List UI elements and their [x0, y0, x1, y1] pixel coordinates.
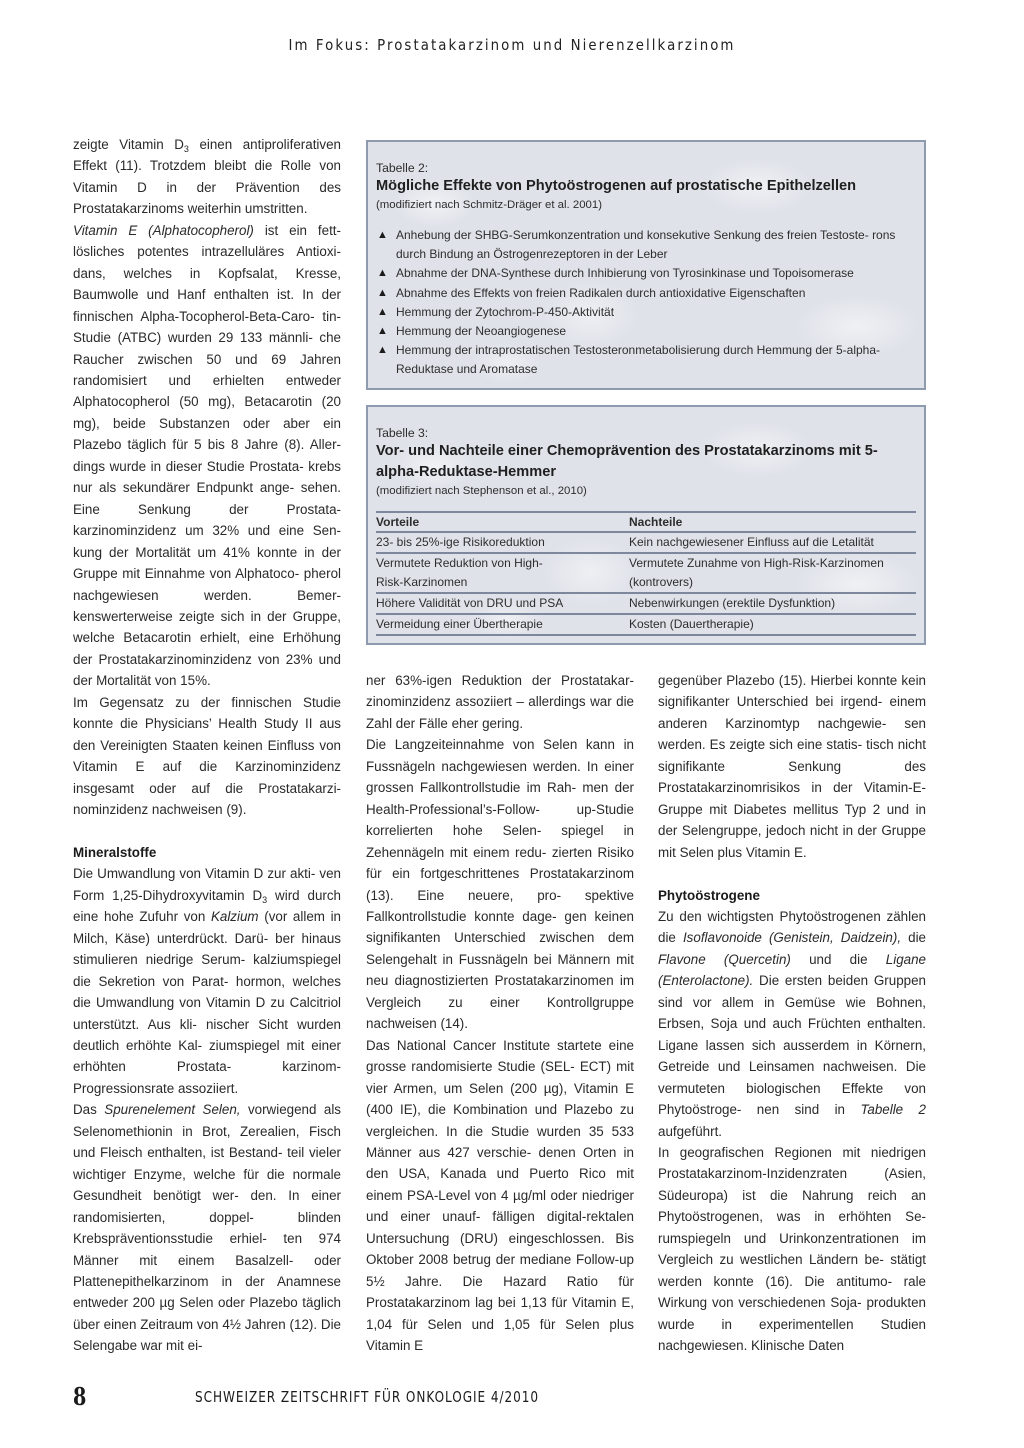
table-3-box — [366, 405, 926, 645]
column-header-nachteile: Nachteile — [629, 512, 916, 532]
text-column-3 — [658, 670, 926, 1356]
list-item: ▲ Anhebung der SHBG-Serumkonzentration und konsekutive Senkung des freien Testoste- rons durch Bindung an Östrogenrezeptoren in der Leber — [377, 228, 896, 262]
list-item: ▲ Abnahme des Effekts von freien Radikalen durch antioxidative Eigenschaften — [376, 284, 914, 303]
journal-footer: SCHWEIZER ZEITSCHRIFT FÜR ONKOLOGIE 4/2010 — [195, 1388, 540, 1406]
list-item: ▲ Hemmung der Zytochrom-P-450-Aktivität — [376, 303, 914, 322]
table-label: Tabelle 2: — [376, 161, 429, 175]
table-row — [376, 593, 916, 614]
triangle-bullet-icon: ▲ — [377, 229, 388, 241]
effects-list — [376, 226, 914, 380]
paragraph: zeigte Vitamin $D_3$ einen antiproliferativen Effekt (11). Trotzdem bleibt die Rolle von Vitamin D in der Prävention des Prostatakarzinoms weiterhin umstritten. — [73, 137, 341, 217]
list-item: ▲ Hemmung der Neoangiogenese — [376, 322, 914, 341]
table-cell: Vermeidung einer Übertherapie — [376, 614, 629, 635]
table-cell: Höhere Validität von DRU und PSA — [376, 593, 629, 614]
table-row — [376, 532, 916, 553]
table-source: (modifiziert nach Stephenson et al., 2010) — [376, 485, 587, 497]
list-item: ▲ Hemmung der intraprostatischen Testosteronmetabolisierung durch Hemmung der 5-alpha- Reduktase und Aromatase — [377, 343, 881, 377]
paragraph: Das Spurenelement Selen, vorwiegend als Selenomethionin in Brot, Zerealien, Fisch und Fleisch enthalten, ist Bestand- teil vieler wichtiger Enzyme, welche für die normale Gesundheit benötigt wer- den. In einer randomisierten, doppel- blinden Krebspräventionsstudie erhiel- ten 974 Männer mit einem Basalzell- oder Plattenepithelkarzinom in der Anamnese entweder 200 µg Selen oder Plazebo täglich über einen Zeitraum von 4½ Jahren (12). Die Selengabe war mit ei- — [73, 1102, 341, 1354]
table-cell: Vermutete Zunahme von High-Risk-Karzinomen (kontrovers) — [629, 553, 916, 593]
paragraph: Zu den wichtigsten Phytoöstrogenen zählen die Isoflavonoide (Genistein, Daidzein), die Flavone (Quercetin) und die Ligane (Enterolactone). Die ersten beiden Gruppen sind vor allem in Gemüse wie Bohnen, Erbsen, Soja und auch Früchten enthalten. Ligane lassen sich ausserdem in Körnern, Getreide und Leinsamen nachweisen. Die vermuteten biologischen Effekte von Phytoöstroge- nen sind in Tabelle 2 aufgeführt. — [658, 908, 927, 1139]
section-heading-mineralstoffe: Mineralstoffe — [73, 844, 157, 860]
table-cell: 23- bis 25%-ige Risikoreduktion — [376, 532, 629, 553]
triangle-bullet-icon: ▲ — [377, 325, 388, 338]
text-column-2 — [366, 670, 634, 1357]
table-title: Vor- und Nachteile einer Chemoprävention des Prostatakarzinoms mit 5-alpha-Reduktase-Hemmer — [376, 443, 878, 480]
triangle-bullet-icon: ▲ — [377, 344, 388, 357]
paragraph: In geografischen Regionen mit niedrigen Prostatakarzinom-Inzidenzraten (Asien, Südeuropa) ist die Nahrung reich an Phytoöstrogenen, was in erhöhten Se- rumspiegeln und Urinkonzentrationen im Vergleich zu westlichen Ländern be- stätigt werden konnte (16). Die antitumo- rale Wirkung von verschiedenen Soja- produkten wurde in experimentellen Studien nachgewiesen. Klinische Daten — [658, 1144, 926, 1354]
table-2-box — [366, 140, 926, 390]
paragraph: Die Umwandlung von Vitamin D zur akti- ven Form 1,25-Dihydroxyvitamin $D_3$ wird durch eine hohe Zufuhr von Kalzium (vor allem in Milch, Käse) unterdrückt. Darü- ber hinaus stimulieren niedrige Serum- kalziumspiegel die Sekretion von Parat- hormon, welches die Umwandlung von Vitamin D zu Calcitriol unterstützt. Aus kli- nischer Sicht wurden deutlich erhöhte Kal- ziumspiegel mit einer erhöhten Prostata- karzinom-Progressionsrate assoziiert. — [73, 866, 341, 1096]
paragraph: ner 63%-igen Reduktion der Prostatakar- zinominzidenz assoziiert – allerdings war die Zahl der Fälle eher gering. — [366, 673, 634, 731]
paragraph: Das National Cancer Institute startete eine grosse randomisierte Studie (SEL- ECT) mit vier Armen, um Selen (200 µg), Vitamin E (400 IE), die Kombination und Plazebo zu vergleichen. In die Studie wurden 35 533 Männer aus 427 verschie- denen Orten in den USA, Kanada und Puerto Rico mit einem PSA-Level von 4 µg/ml oder niedriger und einer unauf- fälligen digital-rektalen Untersuchung (DRU) eingeschlossen. Bis Oktober 2008 betrug der mediane Follow-up 5½ Jahre. Die Hazard Ratio für Prostatakarzinom lag bei 1,13 für Vitamin E, 1,04 für Selen und 1,05 für Selen plus Vitamin E — [366, 1037, 634, 1354]
paragraph: gegenüber Plazebo (15). Hierbei konnte kein signifikanter Unterschied bei irgend- einem anderen Karzinomtyp nachgewie- sen werden. Es zeigte sich eine statis- tisch nicht signifikante Senkung des Prostatakarzinomrisikos in der Vitamin-E- Gruppe mit Diabetes mellitus Typ 2 und in der Selengruppe, jedoch nicht in der Gruppe mit Selen plus Vitamin E. — [658, 673, 926, 860]
paragraph: Im Gegensatz zu der finnischen Studie konnte die Physicians’ Health Study II aus den Vereinigten Staaten keinen Einfluss von Vitamin E auf die Karzinominzidenz insgesamt oder auf die Prostatakarzi- nominzidenz nachweisen (9). — [73, 694, 341, 818]
table-header-row — [376, 512, 916, 532]
section-heading-phytooestrogene: Phytoöstrogene — [658, 887, 760, 903]
table-cell: Kein nachgewiesener Einfluss auf die Letalität — [629, 532, 916, 553]
table-label: Tabelle 3: — [376, 426, 429, 440]
page-number: 8 — [73, 1382, 87, 1411]
paragraph: Vitamin E (Alphatocopherol) ist ein fett- lösliches potentes intrazelluläres Antioxi- dans, welches in Kopfsalat, Kresse, Baumwolle und Hanf enthalten ist. In der finnischen Alpha-Tocopherol-Beta-Caro- tin-Studie (ATBC) wurden 29 133 männli- che Raucher zwischen 50 und 69 Jahren randomisiert und erhielten entweder Alphatocopherol (50 mg), Betacarotin (20 mg), beide Substanzen oder aber ein Plazebo täglich für 5 bis 8 Jahre (8). Aller- dings wurde in dieser Studie Prostata- krebs nur als sekundärer Endpunkt ange- sehen. Eine Senkung der Prostata- karzinominzidenz um 32% und eine Sen- kung der Mortalität um 41% konnte in der Gruppe mit Einnahme von Alphatoco- pherol nachgewiesen werden. Bemer- kenswerterweise zeigte sich in der Gruppe, welche Betacarotin erhielt, eine Erhöhung der Prostatakarzinominzidenz von 23% und der Mortalität von 15%. — [73, 222, 341, 689]
table-cell: Kosten (Dauertherapie) — [629, 614, 916, 635]
running-head: Im Fokus: Prostatakarzinom und Nierenzellkarzinom — [288, 36, 736, 54]
triangle-bullet-icon: ▲ — [377, 305, 388, 318]
table-row — [376, 553, 916, 593]
list-item: ▲ Abnahme der DNA-Synthese durch Inhibierung von Tyrosinkinase und Topoisomerase — [376, 264, 914, 283]
text-column-1 — [73, 134, 341, 1357]
table-source: (modifiziert nach Schmitz-Dräger et al. 2001) — [376, 199, 602, 211]
table-cell: Vermutete Reduktion von High-Risk-Karzinomen — [376, 553, 629, 593]
paragraph: Die Langzeiteinnahme von Selen kann in Fussnägeln nachgewiesen werden. In einer grossen Fallkontrollstudie im Rah- men der Health-Professional’s-Follow- up-Studie korrelierten hohe Selen- spiegel in Zehennägeln mit einem redu- zierten Risiko für ein fortgeschrittenes Prostatakarzinom (13). Eine neuere, pro- spektive Fallkontrollstudie konnte dage- gen keinen signifikanten Unterschied zwischen dem Selengehalt in Fussnägeln bei Männern mit neu diagnostizierten Prostatakarzinomen im Vergleich zu einer Kontrollgruppe nachweisen (14). — [366, 737, 634, 1032]
column-header-vorteile: Vorteile — [376, 512, 629, 532]
table-row — [376, 614, 916, 635]
pros-cons-table — [376, 511, 916, 636]
table-cell: Nebenwirkungen (erektile Dysfunktion) — [629, 593, 916, 614]
triangle-bullet-icon: ▲ — [377, 267, 388, 280]
table-title: Mögliche Effekte von Phytoöstrogenen auf prostatische Epithelzellen — [376, 178, 857, 194]
triangle-bullet-icon: ▲ — [377, 286, 388, 299]
